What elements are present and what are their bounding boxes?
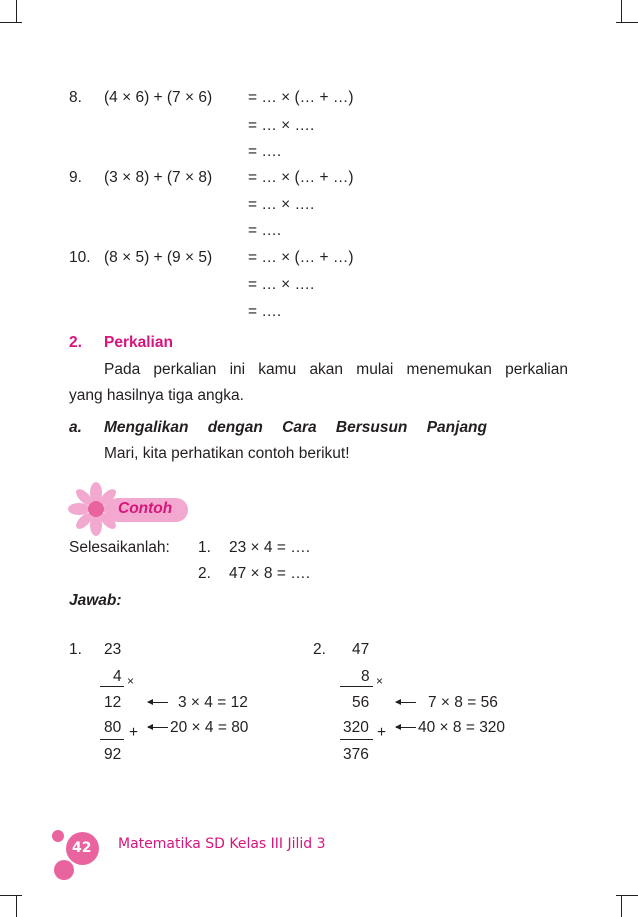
- crop-mark: [16, 895, 17, 917]
- crop-mark: [616, 22, 638, 23]
- footer-dot: [54, 860, 74, 880]
- sum-line: [100, 686, 124, 687]
- task-text: 47 × 8 = ….: [229, 565, 310, 582]
- arrow-icon: [148, 727, 168, 728]
- crop-mark: [0, 895, 22, 896]
- exercise-step: = … × (… + …): [248, 249, 354, 266]
- work-note: 3 × 4 = 12: [178, 694, 248, 711]
- work-note: 40 × 8 = 320: [418, 719, 506, 736]
- exercise-step: = … × ….: [248, 276, 315, 293]
- exercise-step: = ….: [248, 143, 282, 160]
- section-paragraph-line: yang hasilnya tiga angka.: [69, 387, 244, 404]
- work-total: 92: [104, 746, 122, 763]
- subsection-letter: a.: [69, 419, 82, 436]
- page-number: 42: [72, 840, 92, 856]
- answer-label: Jawab:: [69, 592, 122, 609]
- work-note: 7 × 8 = 56: [428, 694, 498, 711]
- sum-line: [100, 739, 124, 740]
- crop-mark: [621, 0, 622, 22]
- crop-mark: [621, 895, 622, 917]
- task-prefix: Selesaikanlah:: [69, 539, 170, 556]
- work-partial: 12: [104, 694, 122, 711]
- work-number: 1.: [69, 641, 82, 658]
- work-note: 20 × 4 = 80: [170, 719, 249, 736]
- exercise-step: = … × (… + …): [248, 89, 354, 106]
- arrow-icon: [148, 702, 168, 703]
- exercise-expression: (3 × 8) + (7 × 8): [104, 169, 213, 186]
- work-partial: 56: [352, 694, 370, 711]
- work-multiplier: 8: [361, 668, 370, 685]
- task-number: 2.: [198, 565, 211, 582]
- section-number: 2.: [69, 334, 82, 351]
- exercise-expression: (8 × 5) + (9 × 5): [104, 249, 213, 266]
- times-sign: ×: [127, 674, 135, 688]
- exercise-expression: (4 × 6) + (7 × 6): [104, 89, 213, 106]
- exercise-step: = … × ….: [248, 117, 315, 134]
- arrow-icon: [396, 702, 416, 703]
- crop-mark: [0, 22, 22, 23]
- work-partial: 80: [104, 719, 122, 736]
- book-title: Matematika SD Kelas III Jilid 3: [118, 836, 326, 852]
- footer-dot: [52, 830, 64, 842]
- exercise-step: = ….: [248, 222, 282, 239]
- sum-line: [340, 686, 373, 687]
- section-title: Perkalian: [104, 334, 173, 351]
- work-number: 2.: [313, 641, 326, 658]
- exercise-step: = ….: [248, 303, 282, 320]
- subsection-title: Mengalikan dengan Cara Bersusun Panjang: [104, 419, 487, 436]
- crop-mark: [616, 895, 638, 896]
- work-total: 376: [343, 746, 369, 763]
- exercise-step: = … × (… + …): [248, 169, 354, 186]
- exercise-number: 10.: [69, 249, 91, 266]
- task-number: 1.: [198, 539, 211, 556]
- work-partial: 320: [343, 719, 369, 736]
- work-multiplicand: 23: [104, 641, 122, 658]
- page-number-badge: [52, 826, 112, 886]
- task-text: 23 × 4 = ….: [229, 539, 310, 556]
- sum-line: [340, 739, 373, 740]
- work-multiplier: 4: [113, 668, 122, 685]
- exercise-step: = … × ….: [248, 196, 315, 213]
- work-multiplicand: 47: [352, 641, 370, 658]
- section-paragraph-line: Pada perkalian ini kamu akan mulai menemukan perkalian: [104, 361, 568, 378]
- exercise-number: 8.: [69, 89, 82, 106]
- contoh-badge: [66, 482, 196, 534]
- crop-mark: [16, 0, 17, 22]
- plus-sign: +: [129, 724, 139, 741]
- times-sign: ×: [376, 674, 384, 688]
- arrow-icon: [396, 727, 416, 728]
- exercise-number: 9.: [69, 169, 82, 186]
- contoh-label: Contoh: [118, 500, 173, 517]
- subsection-intro: Mari, kita perhatikan contoh berikut!: [104, 445, 350, 462]
- plus-sign: +: [377, 724, 387, 741]
